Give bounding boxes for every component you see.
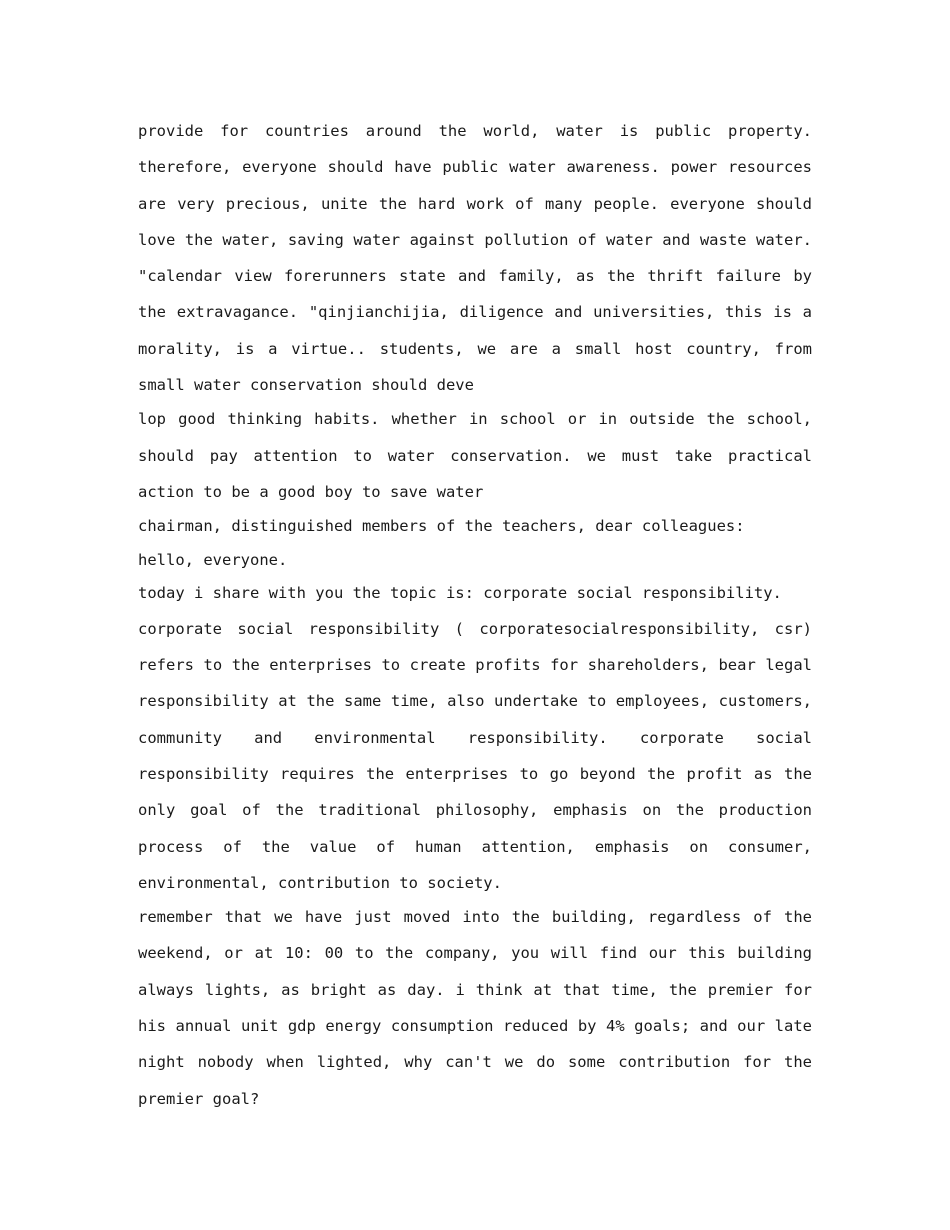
paragraph-building-lights: remember that we have just moved into the building, regardless of the weekend, or at 10: 00 to the company, you will find our this building always lights, as bright as day. i think at that time, the premier for his annual unit gdp energy consumption reduced by 4% goals; and our late night nobody when lighted, why can't we do some contribution for the premier goal? (138, 908, 812, 1108)
paragraph-thinking-habits: lop good thinking habits. whether in school or in outside the school, should pay attention to water conservation. we must take practical action to be a good boy to save water (138, 410, 812, 501)
paragraph-water-property: provide for countries around the world, water is public property. therefore, everyone should have public water awareness. power resources are very precious, unite the hard work of many people. everyone should love the water, saving water against pollution of water and waste water. "calendar view forerunners state and family, as the thrift failure by the extravagance. "qinjianchijia, diligence and universities, this is a morality, is a virtue.. students, we are a small host country, from small water conservation should deve (138, 122, 812, 395)
paragraph-greeting: hello, everyone. (138, 550, 288, 569)
paragraph-topic: today i share with you the topic is: corporate social responsibility. (138, 584, 782, 603)
document-body (138, 113, 812, 1117)
paragraph-salutation: chairman, distinguished members of the teachers, dear colleagues: (138, 517, 745, 536)
paragraph-csr-definition: corporate social responsibility ( corporatesocialresponsibility, csr) refers to the enterprises to create profits for shareholders, bear legal responsibility at the same time, also undertake to employees, customers, community and environmental responsibility. corporate social responsibility requires the enterprises to go beyond the profit as the only goal of the traditional philosophy, emphasis on the production process of the value of human attention, emphasis on consumer, environmental, contribution to society. (138, 619, 812, 892)
